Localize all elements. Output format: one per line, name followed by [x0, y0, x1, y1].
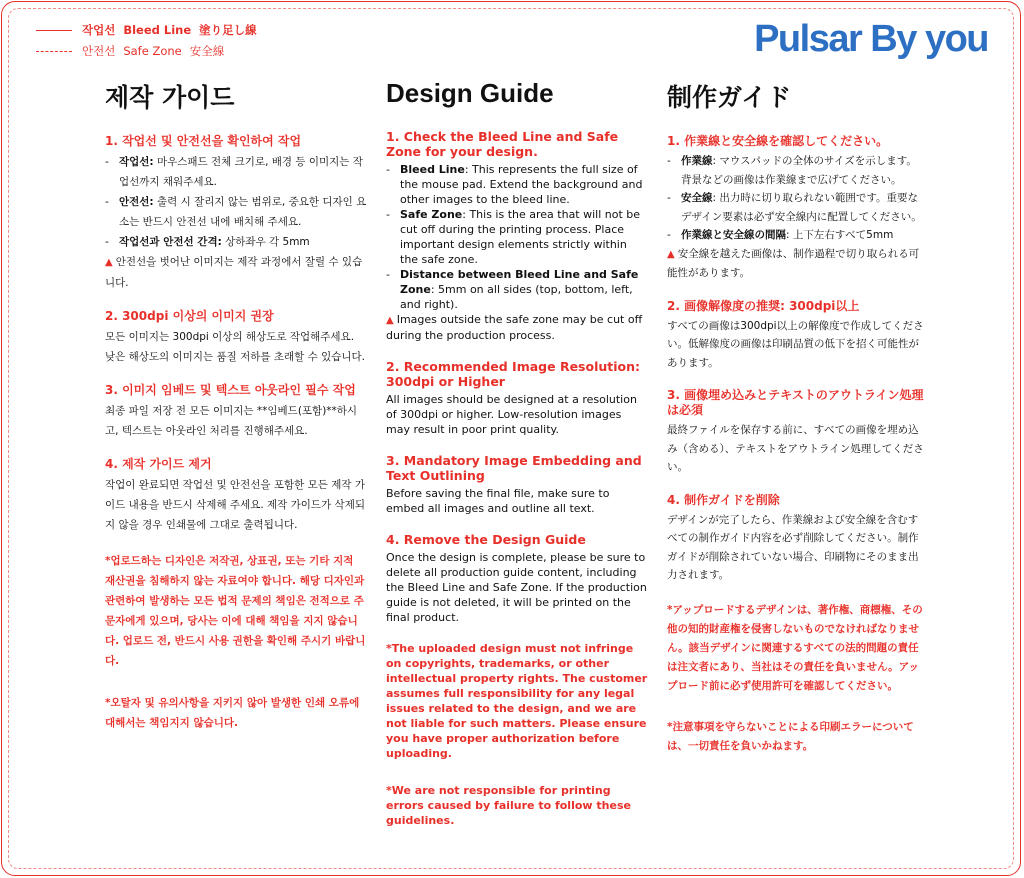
bullet-list [105, 152, 367, 252]
item-text: : 上下左右すべて5mm [786, 229, 894, 241]
section-heading: 1. 作業線と安全線を確認してください。 [667, 134, 889, 148]
dashed-line-icon [36, 51, 72, 52]
bullet-list [386, 162, 648, 312]
section-body: Before saving the final file, make sure to embed all images and outline all text. [386, 487, 610, 515]
section-body: 最終ファイルを保存する前に、すべての画像を埋め込み（含める）、テキストをアウトライン処理してください。 [667, 424, 924, 473]
legend-safe-en: Safe Zone [123, 44, 182, 58]
item-text: 출력 시 잘리지 않는 범위로, 중요한 디자인 요소는 반드시 안전선 내에 배치해 주세요. [119, 196, 367, 228]
brand-logo: Pulsar By you [754, 18, 988, 60]
warning-note [386, 312, 648, 343]
legend-safe-ko: 안전선 [82, 44, 116, 58]
legend-bleed-row [36, 20, 265, 41]
line-legend [36, 20, 265, 62]
legend-bleed-en: Bleed Line [123, 23, 192, 37]
warning-icon: ▲ [667, 248, 675, 260]
section-2 [667, 299, 927, 373]
section-2 [386, 359, 648, 437]
warning-note [105, 252, 367, 293]
guide-column-japanese [667, 78, 927, 778]
section-body: デザインが完了したら、作業線および安全線を含むすべての制作ガイド内容を必ず削除してください。制作ガイドが削除されていない場合、印刷物にそのまま出力されます。 [667, 513, 919, 581]
section-heading: 3. Mandatory Image Embedding and Text Outlining [386, 453, 642, 483]
copyright-notice: *업로드하는 디자인은 저작권, 상표권, 또는 기타 지적 재산권을 침해하지 않는 자료여야 합니다. 해당 디자인과 관련하여 발생하는 모든 법적 문제의 책임은 전적으로 주문자에게 있으며, 당사는 이에 대해 책임을 지지 않습니다. 업로드 전, 반드시 사용 권한을 확인해 주시기 바랍니다. [105, 555, 366, 667]
column-title: 制作ガイド [667, 83, 792, 112]
section-heading: 2. Recommended Image Resolution: 300dpi or Higher [386, 359, 640, 389]
item-label: 작업선과 안전선 간격: [119, 236, 222, 248]
item-text: : This is the area that will not be cut off during the printing process. Place important design elements strictly within the safe zone. [400, 208, 641, 266]
section-1 [667, 134, 927, 283]
section-2 [105, 309, 367, 367]
solid-line-icon [36, 30, 72, 31]
list-item: - Safe Zone: This is the area that will not be cut off during the printing process. Place important design elements strictly within the safe zone. [386, 208, 641, 266]
list-item: - Bleed Line: This represents the full size of the mouse pad. Extend the background and other images to the bleed line. [386, 163, 643, 206]
section-3 [667, 388, 927, 477]
error-notice: *注意事項を守らないことによる印刷エラーについては、一切責任を負いかねます。 [667, 720, 914, 752]
legend-bleed-ko: 작업선 [82, 23, 116, 37]
section-3 [386, 453, 648, 516]
warning-text: 安全線を越えた画像は、制作過程で切り取られる可能性があります。 [667, 247, 920, 279]
section-4 [105, 457, 367, 535]
item-label: 작업선: [119, 156, 154, 168]
warning-text: Images outside the safe zone may be cut off during the production process. [386, 313, 643, 342]
warning-text: 안전선을 벗어난 이미지는 제작 과정에서 잘릴 수 있습니다. [105, 256, 363, 289]
list-item: - 作業線: マウスパッドの全体のサイズを示します。背景などの画像は作業線まで広げてください。 [667, 155, 917, 186]
item-label: 안전선: [119, 196, 154, 208]
section-heading: 4. 制作ガイドを削除 [667, 492, 780, 507]
list-item: - 작업선과 안전선 간격: 상하좌우 각 5mm [105, 236, 310, 248]
item-text: : This represents the full size of the mouse pad. Extend the background and other images to the bleed line. [400, 163, 643, 206]
item-label: 作業線 [681, 155, 713, 167]
item-label: Safe Zone [400, 208, 463, 221]
column-title: 제작 가이드 [105, 83, 235, 112]
copyright-notice: *アップロードするデザインは、著作権、商標権、その他の知的財産権を侵害しないものでなければなりません。該当デザインに関連するすべての法的問題の責任は注文者にあり、当社はその責任を負いません。アップロード前に必ず使用許可を確認してください。 [667, 603, 923, 692]
section-heading: 3. 画像埋め込みとテキストのアウトライン処理は必須 [667, 388, 924, 417]
section-heading: 1. 작업선 및 안전선을 확인하여 작업 [105, 134, 302, 148]
item-text: 상하좌우 각 5mm [221, 236, 310, 248]
legend-safe-ja: 安全線 [189, 44, 225, 58]
section-heading: 1. Check the Bleed Line and Safe Zone for your design. [386, 129, 619, 159]
error-notice: *We are not responsible for printing errors caused by failure to follow these guidelines. [386, 784, 631, 827]
warning-icon: ▲ [386, 315, 394, 326]
section-3 [105, 383, 367, 441]
section-heading: 2. 300dpi 이상의 이미지 권장 [105, 309, 274, 323]
list-item: - 作業線と安全線の間隔: 上下左右すべて5mm [667, 229, 894, 241]
section-4 [667, 493, 927, 585]
section-body: All images should be designed at a resolution of 300dpi or higher. Low-resolution images may result in poor print quality. [386, 393, 637, 436]
section-body: 최종 파일 저장 전 모든 이미지는 **임베드(포함)**하시고, 텍스트는 아웃라인 처리를 진행해주세요. [105, 405, 358, 437]
section-heading: 4. 제작 가이드 제거 [105, 457, 212, 471]
warning-icon: ▲ [105, 257, 113, 268]
section-body: 모든 이미지는 300dpi 이상의 해상도로 작업해주세요. 낮은 해상도의 이미지는 품질 저하를 초래할 수 있습니다. [105, 331, 365, 363]
bullet-list [667, 152, 927, 245]
column-title: Design Guide [386, 78, 554, 108]
list-item: - 안전선: 출력 시 잘리지 않는 범위로, 중요한 디자인 요소는 반드시 안전선 내에 배치해 주세요. [105, 196, 367, 228]
warning-note [667, 245, 927, 283]
item-label: 作業線と安全線の間隔 [681, 229, 786, 241]
section-heading: 4. Remove the Design Guide [386, 532, 586, 547]
copyright-notice: *The uploaded design must not infringe on copyrights, trademarks, or other intellectual property rights. The customer assumes full responsibility for any legal issues related to the design, and we are not liable for such matters. Please ensure you have proper authorization before uploading. [386, 642, 648, 760]
item-text: : 出力時に切り取られない範囲です。重要なデザイン要素は必ず安全線内に配置してください。 [681, 192, 922, 223]
legend-bleed-ja: 塗り足し線 [199, 23, 257, 37]
list-item: - Distance between Bleed Line and Safe Zone: 5mm on all sides (top, bottom, left, and right). [386, 268, 639, 311]
legend-safe-row [36, 41, 265, 62]
item-label: Distance between Bleed Line and Safe Zone [400, 268, 639, 296]
guide-column-korean [105, 78, 367, 755]
section-4 [386, 532, 648, 625]
item-text: : 5mm on all sides (top, bottom, left, and right). [400, 283, 633, 311]
section-body: すべての画像は300dpi以上の解像度で作成してください。低解像度の画像は印刷品質の低下を招く可能性があります。 [667, 319, 924, 369]
section-1 [105, 134, 367, 293]
item-label: Bleed Line [400, 163, 465, 176]
item-label: 安全線 [681, 192, 713, 204]
section-body: Once the design is complete, please be sure to delete all production guide content, including the Bleed Line and Safe Zone. If the production guide is not deleted, it will be printed on the final product. [386, 551, 647, 624]
guide-column-english [386, 78, 648, 850]
section-heading: 2. 画像解像度の推奨: 300dpi以上 [667, 298, 860, 313]
section-body: 작업이 완료되면 작업선 및 안전선을 포함한 모든 제작 가이드 내용을 반드시 삭제해 주세요. 제작 가이드가 삭제되지 않을 경우 인쇄물에 그대로 출력됩니다. [105, 479, 365, 531]
section-heading: 3. 이미지 임베드 및 텍스트 아웃라인 필수 작업 [105, 383, 356, 397]
list-item: - 작업선: 마우스패드 전체 크기로, 배경 등 이미지는 작업선까지 채워주세요. [105, 156, 363, 188]
item-text: 마우스패드 전체 크기로, 배경 등 이미지는 작업선까지 채워주세요. [119, 156, 363, 188]
list-item: - 安全線: 出力時に切り取られない範囲です。重要なデザイン要素は必ず安全線内に配置してください。 [667, 192, 922, 223]
error-notice: *오탈자 및 유의사항을 지키지 않아 발생한 인쇄 오류에 대해서는 책임지지 않습니다. [105, 697, 360, 729]
item-text: : マウスパッドの全体のサイズを示します。背景などの画像は作業線まで広げてください。 [681, 155, 917, 186]
section-1 [386, 129, 648, 343]
